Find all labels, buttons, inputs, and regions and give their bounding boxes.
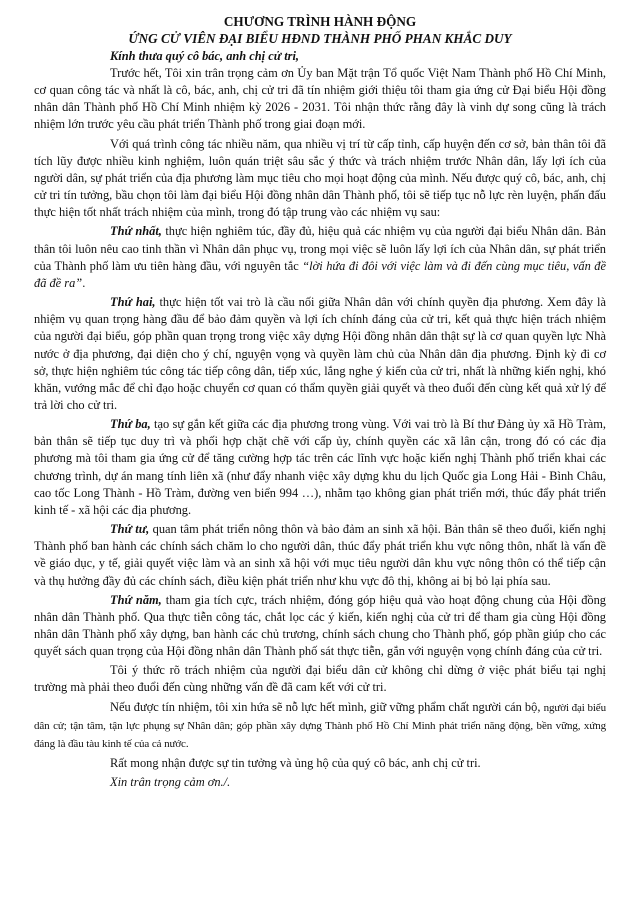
paragraph-responsibility: Tôi ý thức rõ trách nhiệm của người đại biểu dân cử không chỉ dừng ở việc phát biểu tại nghị trường mà phải theo đuổi đến cùng những vấn đề đã cam kết với cử tri. (34, 663, 606, 695)
closing-line: Xin trân trọng cảm ơn./. (110, 775, 231, 790)
paragraph-experience: Với quá trình công tác nhiều năm, qua nhiều vị trí từ cấp tỉnh, cấp huyện đến cơ sở, bản thân tôi đã tích lũy được nhiều kinh nghiệm, luôn quán triệt sâu sắc ý thức và trách nhiệm trước Nhân dân, lấy lợi ích của người dân, sự phát triển của địa phương làm mục tiêu cho mọi hoạt động của mình. Nếu được quý cô, bác, anh, chị cử tri tín tưởng, bầu chọn tôi làm đại biểu Hội đồng nhân dân Thành phố, tôi sẽ tiếp tục nỗ lực rèn luyện, phấn đấu thực hiện tốt nhất trách nhiệm của mình, trong đó tập trung vào các nhiệm vụ sau: (34, 136, 606, 220)
paragraph-request: Rất mong nhận được sự tin tưởng và ủng hộ của quý cô bác, anh chị cử tri. (110, 756, 481, 771)
task-2-text: thực hiện tốt vai trò là cầu nối giữa Nhân dân với chính quyền địa phương. Xem đây là nhiệm vụ quan trọng hàng đầu để bảo đảm quyền và lợi ích chính đáng của cử tri, kết quả thực hiện trách nhiệm của người đại biểu, góp phần quan trọng trong việc xây dựng Hội đồng nhân dân thật sự là cơ quan quyền lực Nhà nước ở địa phương, đại diện cho ý chí, nguyện vọng và quyền làm chủ của Nhân dân địa phương. Định kỳ đi cơ sở, thực hiện nghiêm túc công tác tiếp công dân, tiếp xúc, lắng nghe ý kiến của cử tri, nhất là những kiến nghị, khó khăn, vướng mắc để chỉ đạo hoặc chuyển cơ quan có thẩm quyền giải quyết và theo đuổi đến cùng kết quả xử lý để trả lời cho cử tri. (34, 295, 607, 412)
salutation: Kính thưa quý cô bác, anh chị cử tri, (110, 49, 300, 63)
promise-text: Nếu được tín nhiệm, tôi xin hứa sẽ nỗ lực hết mình, giữ vững phẩm chất người cán bộ, (110, 699, 541, 714)
paragraph-task-4 (34, 521, 606, 590)
promise-text-condensed: người đại biểu dân cử; tận tâm, tận lực phụng sự Nhân dân; góp phần xây dựng Thành phố Hồ Chí Minh phát triển năng động, bền vững, xứng đáng là đầu tàu kinh tế của cả nước. (34, 701, 606, 750)
task-1-quote: “lời hứa đi đôi với việc làm và đi đến cùng mục tiêu, vấn đề đã đề ra” (34, 258, 606, 290)
document-subtitle: ỨNG CỬ VIÊN ĐẠI BIỂU HĐND THÀNH PHỐ PHAN KHẮC DUY (128, 31, 512, 46)
task-2-lead: Thứ hai, (110, 295, 156, 310)
document-body (34, 65, 606, 791)
task-4-lead: Thứ tư, (110, 522, 150, 537)
document-title: CHƯƠNG TRÌNH HÀNH ĐỘNG (223, 14, 417, 29)
paragraph-promise (34, 699, 606, 753)
task-3-text: tạo sự gắn kết giữa các địa phương trong vùng. Với vai trò là Bí thư Đảng ủy xã Hồ Tràm, bản thân sẽ tiếp tục duy trì và phối hợp chặt chẽ với cấp ủy, chính quyền các xã lân cận, trong đó có các địa phương mà tôi tham gia ứng cử để tăng cường hợp tác trên các lĩnh vực hoặc kiến nghị Thành phố triển khai các chương trình, dự án mang tính liên xã (như đẩy nhanh việc xây dựng khu du lịch Quốc gia Long Hải - Bình Châu, cao tốc Long Thành - Hồ Tràm, đường ven biển 994 …), nhằm tạo không gian phát triển mới, thúc đẩy phát triển kinh tế - xã hội các địa phương. (34, 417, 606, 517)
paragraph-task-2 (34, 294, 606, 414)
task-5-text: tham gia tích cực, trách nhiệm, đóng góp hiệu quả vào hoạt động chung của Hội đồng nhân dân Thành phố. Qua thực tiễn công tác, chắt lọc các ý kiến, kiến nghị của cử tri để tham gia cùng Hội đồng nhân dân Thành phố xây dựng, ban hành các chủ trương, chính sách chung cho Thành phố, góp phần giúp cho các quyết sách quan trọng của Hội đồng nhân dân Thành phố sát thực tiễn, gắn với nguyện vọng chính đáng của cử tri. (34, 592, 606, 659)
task-4-text: quan tâm phát triển nông thôn và bảo đảm an sinh xã hội. Bản thân sẽ theo đuổi, kiến nghị Thành phố ban hành các chính sách chăm lo cho người dân, thúc đẩy phát triển khu vực nông thôn, nhất là vấn đề về giáo dục, y tế, giải quyết việc làm và an sinh xã hội với mục tiêu người dân khu vực nông thôn có thể tiếp cận và thụ hưởng đầy đủ các chính sách, điều kiện phát triển như khu vực đô thị, không ai bị bỏ lại phía sau. (34, 522, 606, 588)
task-1-end: . (82, 275, 86, 290)
paragraph-intro: Trước hết, Tôi xin trân trọng cảm ơn Ủy ban Mặt trận Tổ quốc Việt Nam Thành phố Hồ Chí Minh, cơ quan công tác và nhất là cô, bác, anh, chị cử tri đã tín nhiệm giới thiệu tôi tham gia ứng cử Đại biểu Hội đồng nhân dân Thành phố Hồ Chí Minh nhiệm kỳ 2026 - 2031. Tôi nhận thức rằng đây là vinh dự song cũng là trách nhiệm lớn trước yêu cầu phát triển Thành phố trong giai đoạn mới. (34, 66, 606, 132)
task-5-lead: Thứ năm, (110, 592, 162, 607)
paragraph-task-3 (34, 416, 606, 519)
task-1-text: thực hiện nghiêm túc, đầy đủ, hiệu quả các nhiệm vụ của người đại biểu Nhân dân. Bản thân tôi luôn nêu cao tinh thần vì Nhân dân phục vụ, trong mọi việc sẽ luôn lấy lợi ích của Nhân dân, sự phát triển của Thành phố làm ưu tiên hàng đầu, với nguyên tắc (34, 224, 606, 273)
paragraph-task-1 (34, 223, 606, 292)
task-1-lead: Thứ nhất, (110, 224, 162, 239)
paragraph-task-5 (34, 592, 606, 661)
task-3-lead: Thứ ba, (110, 417, 151, 432)
